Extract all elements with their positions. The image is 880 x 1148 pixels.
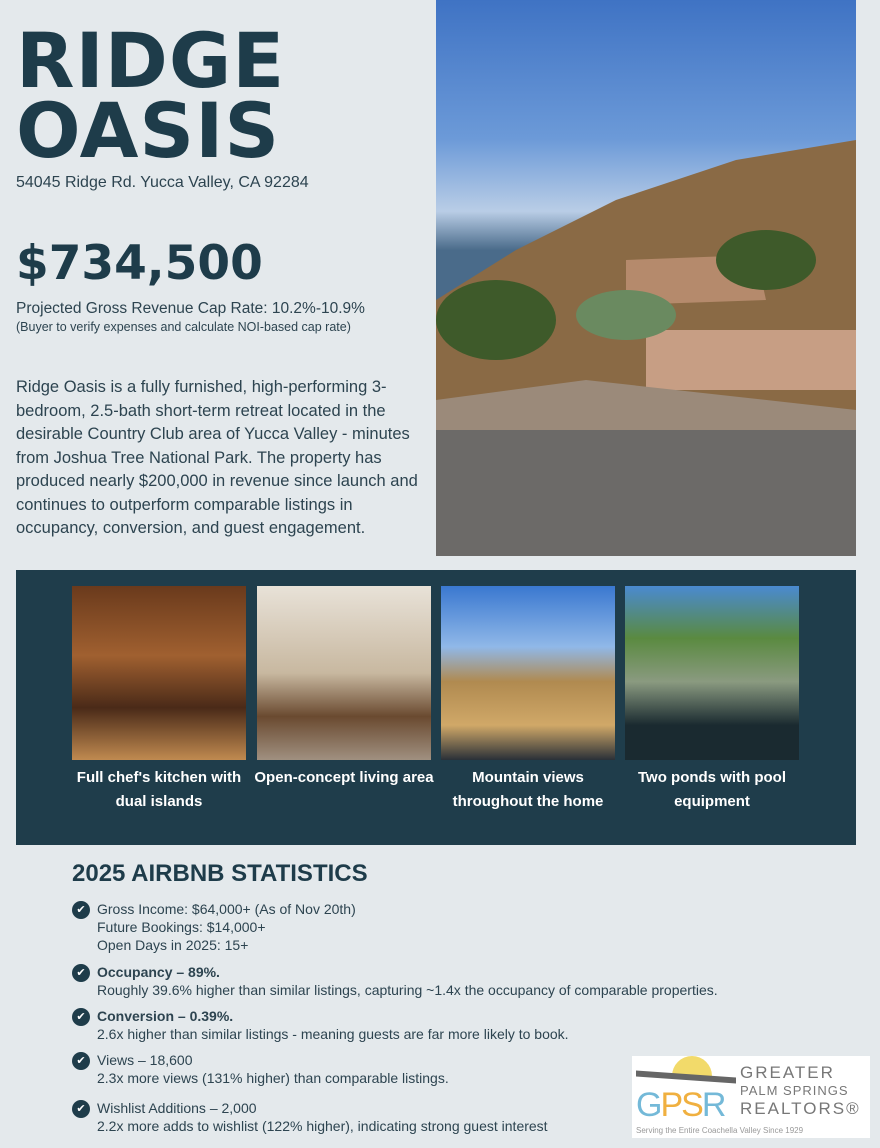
check-circle-icon: ✔ <box>72 964 90 982</box>
stat-line: 2.3x more views (131% higher) than comparable listings. <box>97 1070 449 1086</box>
stat-item <box>72 900 356 954</box>
features-band <box>16 570 856 845</box>
living-area-photo <box>257 586 431 760</box>
stat-head: Views – 18,600 <box>97 1052 193 1068</box>
stat-item <box>72 1007 569 1043</box>
logo-text: GREATER <box>740 1063 835 1082</box>
stat-item <box>72 1051 449 1087</box>
feature-caption: Two ponds with pool equipment <box>637 769 787 810</box>
property-title <box>16 16 286 175</box>
check-circle-icon: ✔ <box>72 1052 90 1070</box>
stat-head: Conversion – 0.39%. <box>97 1008 234 1024</box>
cap-rate: Projected Gross Revenue Cap Rate: 10.2%-10.9% <box>16 300 365 317</box>
stat-line: 2.6x higher than similar listings - meaning guests are far more likely to book. <box>97 1026 569 1042</box>
address: 54045 Ridge Rd. Yucca Valley, CA 92284 <box>16 174 309 191</box>
feature-caption: Open-concept living area <box>254 769 434 786</box>
stat-head: Gross Income: $64,000+ (As of Nov 20th) <box>97 901 356 917</box>
logo-text: PALM SPRINGS <box>740 1083 849 1098</box>
hero-photo <box>436 0 856 556</box>
check-circle-icon: ✔ <box>72 901 90 919</box>
title-line: RIDGE <box>16 16 286 105</box>
check-circle-icon: ✔ <box>72 1100 90 1118</box>
stat-item <box>72 963 718 999</box>
mountain-view-photo <box>441 586 615 760</box>
feature-caption: Mountain views throughout the home <box>452 769 604 810</box>
stat-head: Wishlist Additions – 2,000 <box>97 1100 257 1116</box>
title-line: OASIS <box>16 86 281 175</box>
pond-photo <box>625 586 799 760</box>
stat-item <box>72 1099 548 1135</box>
check-circle-icon: ✔ <box>72 1008 90 1026</box>
logo-tagline: Serving the Entire Coachella Valley Since 1929 <box>636 1126 804 1135</box>
description: Ridge Oasis is a fully furnished, high-performing 3-bedroom, 2.5-bath short-term retreat located in the desirable Country Club area of Yucca Valley - minutes from Joshua Tree National Park. The property has produced nearly $200,000 in revenue since launch and continues to outperform comparable listings in occupancy, conversion, and guest engagement. <box>16 378 418 537</box>
stat-head: Occupancy – 89%. <box>97 964 220 980</box>
stat-line: Roughly 39.6% higher than similar listings, capturing ~1.4x the occupancy of comparable properties. <box>97 982 718 998</box>
stat-line: 2.2x more adds to wishlist (122% higher), indicating strong guest interest <box>97 1118 548 1134</box>
feature-caption: Full chef's kitchen with dual islands <box>76 769 242 810</box>
gpsr-logo: GPSR GREATER PALM SPRINGS REALTORS® Serving the Entire Coachella Valley Since 1929 <box>632 1056 870 1138</box>
stats-heading: 2025 AIRBNB STATISTICS <box>72 860 368 887</box>
stat-line: Future Bookings: $14,000+ <box>97 919 266 935</box>
price: $734,500 <box>16 236 263 291</box>
stat-line: Open Days in 2025: 15+ <box>97 937 249 953</box>
kitchen-photo <box>72 586 246 760</box>
cap-note: (Buyer to verify expenses and calculate NOI-based cap rate) <box>16 320 351 334</box>
logo-text: REALTORS® <box>740 1099 861 1118</box>
